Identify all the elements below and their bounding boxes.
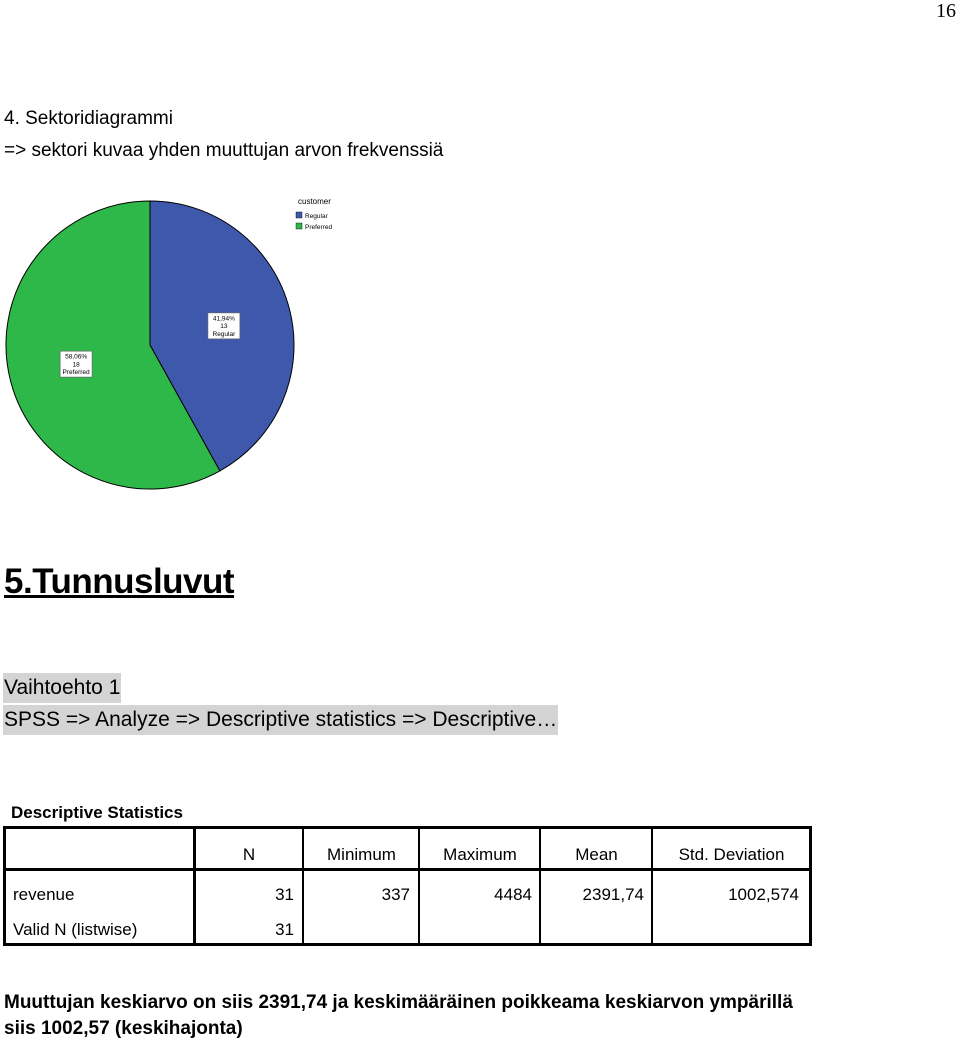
conclusion-line-1: Muuttujan keskiarvo on siis 2391,74 ja keskimääräinen poikkeama keskiarvon ympärillä bbox=[4, 992, 793, 1013]
spss-menu-path: SPSS => Analyze => Descriptive statistics => Descriptive… bbox=[3, 705, 558, 735]
chart-legend bbox=[296, 197, 332, 231]
conclusion-line-2: siis 1002,57 (keskihajonta) bbox=[4, 1018, 243, 1039]
section-heading-pie-chart: 4. Sektoridiagrammi bbox=[4, 108, 173, 129]
table-column-divider bbox=[651, 829, 653, 943]
header-n: N bbox=[242, 845, 256, 864]
legend-swatch-regular bbox=[296, 212, 302, 218]
header-maximum: Maximum bbox=[443, 845, 517, 864]
pie-data-label-text: 58,06% bbox=[65, 353, 88, 361]
section-heading-statistics: 5.Tunnusluvut bbox=[4, 562, 235, 601]
table-header-divider bbox=[6, 868, 809, 871]
descriptive-statistics-table bbox=[3, 826, 812, 946]
legend-label-regular: Regular bbox=[305, 213, 328, 220]
cell-revenue-n: 31 bbox=[275, 885, 294, 904]
pie-data-label-text: Regular bbox=[212, 330, 236, 338]
cell-revenue-minimum: 337 bbox=[381, 885, 410, 904]
conclusion-text bbox=[4, 990, 793, 1042]
cell-valid-n: 31 bbox=[275, 920, 294, 939]
header-std-deviation: Std. Deviation bbox=[678, 845, 785, 864]
row-label-revenue: revenue bbox=[13, 885, 75, 904]
header-mean: Mean bbox=[575, 845, 618, 864]
pie-data-label-text: 13 bbox=[220, 323, 228, 331]
cell-revenue-std-deviation: 1002,574 bbox=[728, 885, 799, 904]
pie-data-label-preferred bbox=[60, 351, 92, 377]
row-label-valid-n: Valid N (listwise) bbox=[13, 920, 138, 939]
table-column-divider bbox=[302, 829, 304, 943]
table-column-divider bbox=[418, 829, 420, 943]
pie-data-label-text: 18 bbox=[72, 361, 80, 369]
pie-data-label-text: 41,94% bbox=[212, 315, 235, 323]
legend-title: customer bbox=[298, 197, 331, 206]
section-description: => sektori kuvaa yhden muuttujan arvon frekvenssiä bbox=[4, 140, 444, 161]
pie-slices bbox=[6, 201, 294, 489]
header-minimum: Minimum bbox=[327, 845, 396, 864]
pie-data-label-regular bbox=[208, 313, 240, 339]
option-label: Vaihtoehto 1 bbox=[3, 673, 121, 703]
pie-chart bbox=[0, 190, 360, 500]
legend-label-preferred: Preferred bbox=[305, 224, 333, 231]
cell-revenue-maximum: 4484 bbox=[494, 885, 532, 904]
cell-revenue-mean: 2391,74 bbox=[582, 885, 644, 904]
page-number: 16 bbox=[936, 0, 956, 22]
legend-swatch-preferred bbox=[296, 223, 302, 229]
table-column-divider bbox=[539, 829, 541, 943]
table-title: Descriptive Statistics bbox=[11, 803, 183, 822]
pie-data-label-text: Preferred bbox=[62, 369, 90, 377]
